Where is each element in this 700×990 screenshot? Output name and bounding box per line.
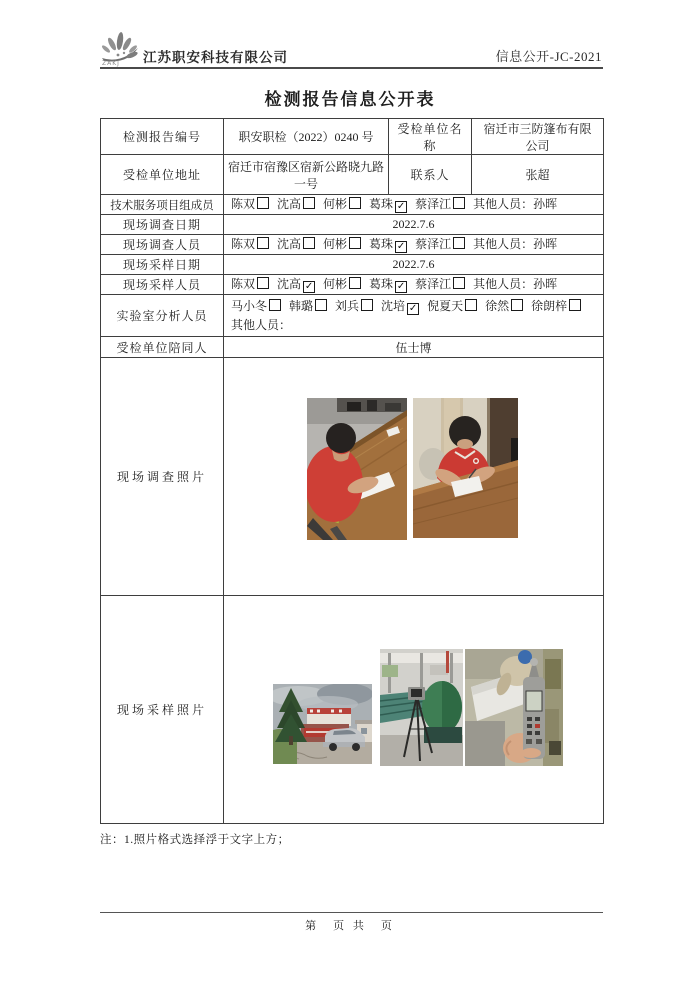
survey-date-value: 2022.7.6: [224, 215, 604, 235]
photo-factory-gate-with-car: [273, 684, 372, 764]
staff-option: [231, 299, 281, 313]
staff-option: [277, 197, 315, 211]
checkbox-checked-icon[interactable]: ✓: [396, 281, 406, 292]
staff-name: 陈双: [231, 197, 256, 211]
staff-name: 葛珠: [369, 237, 394, 251]
tech-team-members: [224, 195, 604, 215]
staff-name: 徐朗梓: [531, 298, 568, 313]
report-no-label: 检测报告编号: [101, 119, 224, 155]
companion-value: 伍士博: [224, 337, 604, 358]
staff-name: 蔡泽江: [415, 197, 452, 211]
staff-option: [277, 237, 315, 251]
checkbox-checked-icon[interactable]: ✓: [408, 302, 418, 314]
report-no-value: 职安职检（2022）0240 号: [224, 119, 389, 155]
unit-addr-label: 受检单位地址: [101, 155, 224, 195]
staff-name: 沈高: [277, 237, 302, 251]
checkbox-unchecked-icon[interactable]: [349, 277, 361, 289]
staff-option: [323, 197, 361, 211]
checkbox-unchecked-icon[interactable]: [315, 299, 327, 311]
others-text: 其他人员：: [231, 317, 292, 332]
checkbox-unchecked-icon[interactable]: [569, 299, 581, 311]
sampling-photos-cell: [224, 596, 604, 824]
checkbox-unchecked-icon[interactable]: [257, 277, 269, 289]
photo-workshop-machine-with-tripod-meter: [380, 649, 463, 766]
note-text: 注：1.照片格式选择浮于文字上方；: [100, 834, 290, 846]
staff-option: [323, 237, 361, 251]
checkbox-unchecked-icon[interactable]: [257, 237, 269, 249]
footer-rule: [100, 912, 603, 913]
checkbox-unchecked-icon[interactable]: [269, 299, 281, 311]
sampling-date-label: 现场采样日期: [101, 255, 224, 275]
header-rule: [100, 67, 603, 69]
unit-name-value: 宿迁市三防篷布有限公司: [472, 119, 604, 155]
table-row: [101, 337, 604, 358]
contact-value: 张超: [472, 155, 604, 195]
photo-man-signing-at-table: [413, 398, 518, 538]
staff-name: 倪夏天: [427, 298, 464, 313]
table-row: [101, 155, 604, 195]
staff-option: [231, 197, 269, 211]
tech-team-label: 技术服务项目组成员: [101, 195, 224, 215]
checkbox-unchecked-icon[interactable]: [349, 237, 361, 249]
staff-name: 何彬: [323, 237, 348, 251]
table-row: [101, 358, 604, 596]
table-row: [101, 295, 604, 337]
staff-name: 沈培: [381, 298, 406, 313]
survey-staff-label: 现场调查人员: [101, 235, 224, 255]
table-row: [101, 275, 604, 295]
checkbox-unchecked-icon[interactable]: [453, 237, 465, 249]
checkbox-unchecked-icon[interactable]: [361, 299, 373, 311]
staff-name: 蔡泽江: [415, 277, 452, 291]
sampling-date-value: 2022.7.6: [224, 255, 604, 275]
sampling-photos-label: 现场采样照片: [101, 596, 224, 824]
staff-option: [369, 237, 407, 251]
photo-man-writing-at-desk: [307, 398, 407, 540]
staff-name: 徐然: [485, 298, 510, 313]
table-row: [101, 195, 604, 215]
staff-option: [531, 299, 581, 313]
staff-name: 蔡泽江: [415, 237, 452, 251]
company-name: 江苏职安科技有限公司: [143, 50, 288, 65]
staff-option: [415, 237, 465, 251]
survey-staff-members: [224, 235, 604, 255]
table-row: [101, 596, 604, 824]
staff-option: [369, 197, 407, 211]
checkbox-checked-icon[interactable]: ✓: [304, 281, 314, 292]
staff-name: 葛珠: [369, 197, 394, 211]
survey-photos-cell: [224, 358, 604, 596]
staff-name: 沈高: [277, 197, 302, 211]
page-title: 检测报告信息公开表: [264, 90, 436, 109]
others-text: 其他人员：孙晖: [473, 197, 558, 211]
staff-name: 沈高: [277, 277, 302, 291]
staff-name: 何彬: [323, 197, 348, 211]
staff-name: 陈双: [231, 277, 256, 291]
staff-name: 刘兵: [335, 298, 360, 313]
others-text: 其他人员：孙晖: [473, 277, 558, 291]
checkbox-unchecked-icon[interactable]: [511, 299, 523, 311]
lab-staff-label: 实验室分析人员: [101, 295, 224, 337]
checkbox-unchecked-icon[interactable]: [303, 197, 315, 209]
sampling-staff-members: [224, 275, 604, 295]
checkbox-unchecked-icon[interactable]: [453, 277, 465, 289]
staff-option: [335, 299, 373, 313]
staff-option: [485, 299, 523, 313]
staff-option: [289, 299, 327, 313]
staff-name: 韩璐: [289, 298, 314, 313]
staff-name: 何彬: [323, 277, 348, 291]
staff-option: [415, 197, 465, 211]
staff-option: [427, 299, 477, 313]
contact-label: 联系人: [389, 155, 472, 195]
survey-photos-label: 现场调查照片: [101, 358, 224, 596]
checkbox-unchecked-icon[interactable]: [303, 237, 315, 249]
others-text: 其他人员：孙晖: [473, 237, 558, 251]
doc-code: 信息公开-JC-2021: [495, 49, 602, 64]
staff-option: [415, 277, 465, 291]
companion-label: 受检单位陪同人: [101, 337, 224, 358]
staff-option: [323, 277, 361, 291]
table-row: [101, 235, 604, 255]
staff-option: [369, 277, 407, 291]
staff-option: [231, 277, 269, 291]
checkbox-unchecked-icon[interactable]: [465, 299, 477, 311]
checkbox-checked-icon[interactable]: ✓: [396, 201, 406, 212]
page-footer: 第 页 共 页: [305, 920, 395, 932]
photo-handheld-sound-level-meter: [465, 649, 563, 766]
checkbox-unchecked-icon[interactable]: [257, 197, 269, 209]
staff-option: [277, 277, 315, 291]
staff-name: 陈双: [231, 237, 256, 251]
staff-name: 葛珠: [369, 277, 394, 291]
staff-name: 马小冬: [231, 298, 268, 313]
unit-addr-value: 宿迁市宿豫区宿新公路晓九路一号: [224, 155, 389, 195]
staff-option: [231, 237, 269, 251]
table-row: [101, 119, 604, 155]
checkbox-checked-icon[interactable]: ✓: [396, 241, 406, 252]
logo-caption: ZAKJ: [102, 60, 120, 67]
checkbox-unchecked-icon[interactable]: [349, 197, 361, 209]
lab-staff-members: [224, 295, 604, 337]
report-table: [100, 118, 604, 824]
table-row: [101, 255, 604, 275]
table-row: [101, 215, 604, 235]
checkbox-unchecked-icon[interactable]: [453, 197, 465, 209]
survey-date-label: 现场调查日期: [101, 215, 224, 235]
staff-option: [381, 299, 419, 313]
sampling-staff-label: 现场采样人员: [101, 275, 224, 295]
unit-name-label: 受检单位名称: [389, 119, 472, 155]
